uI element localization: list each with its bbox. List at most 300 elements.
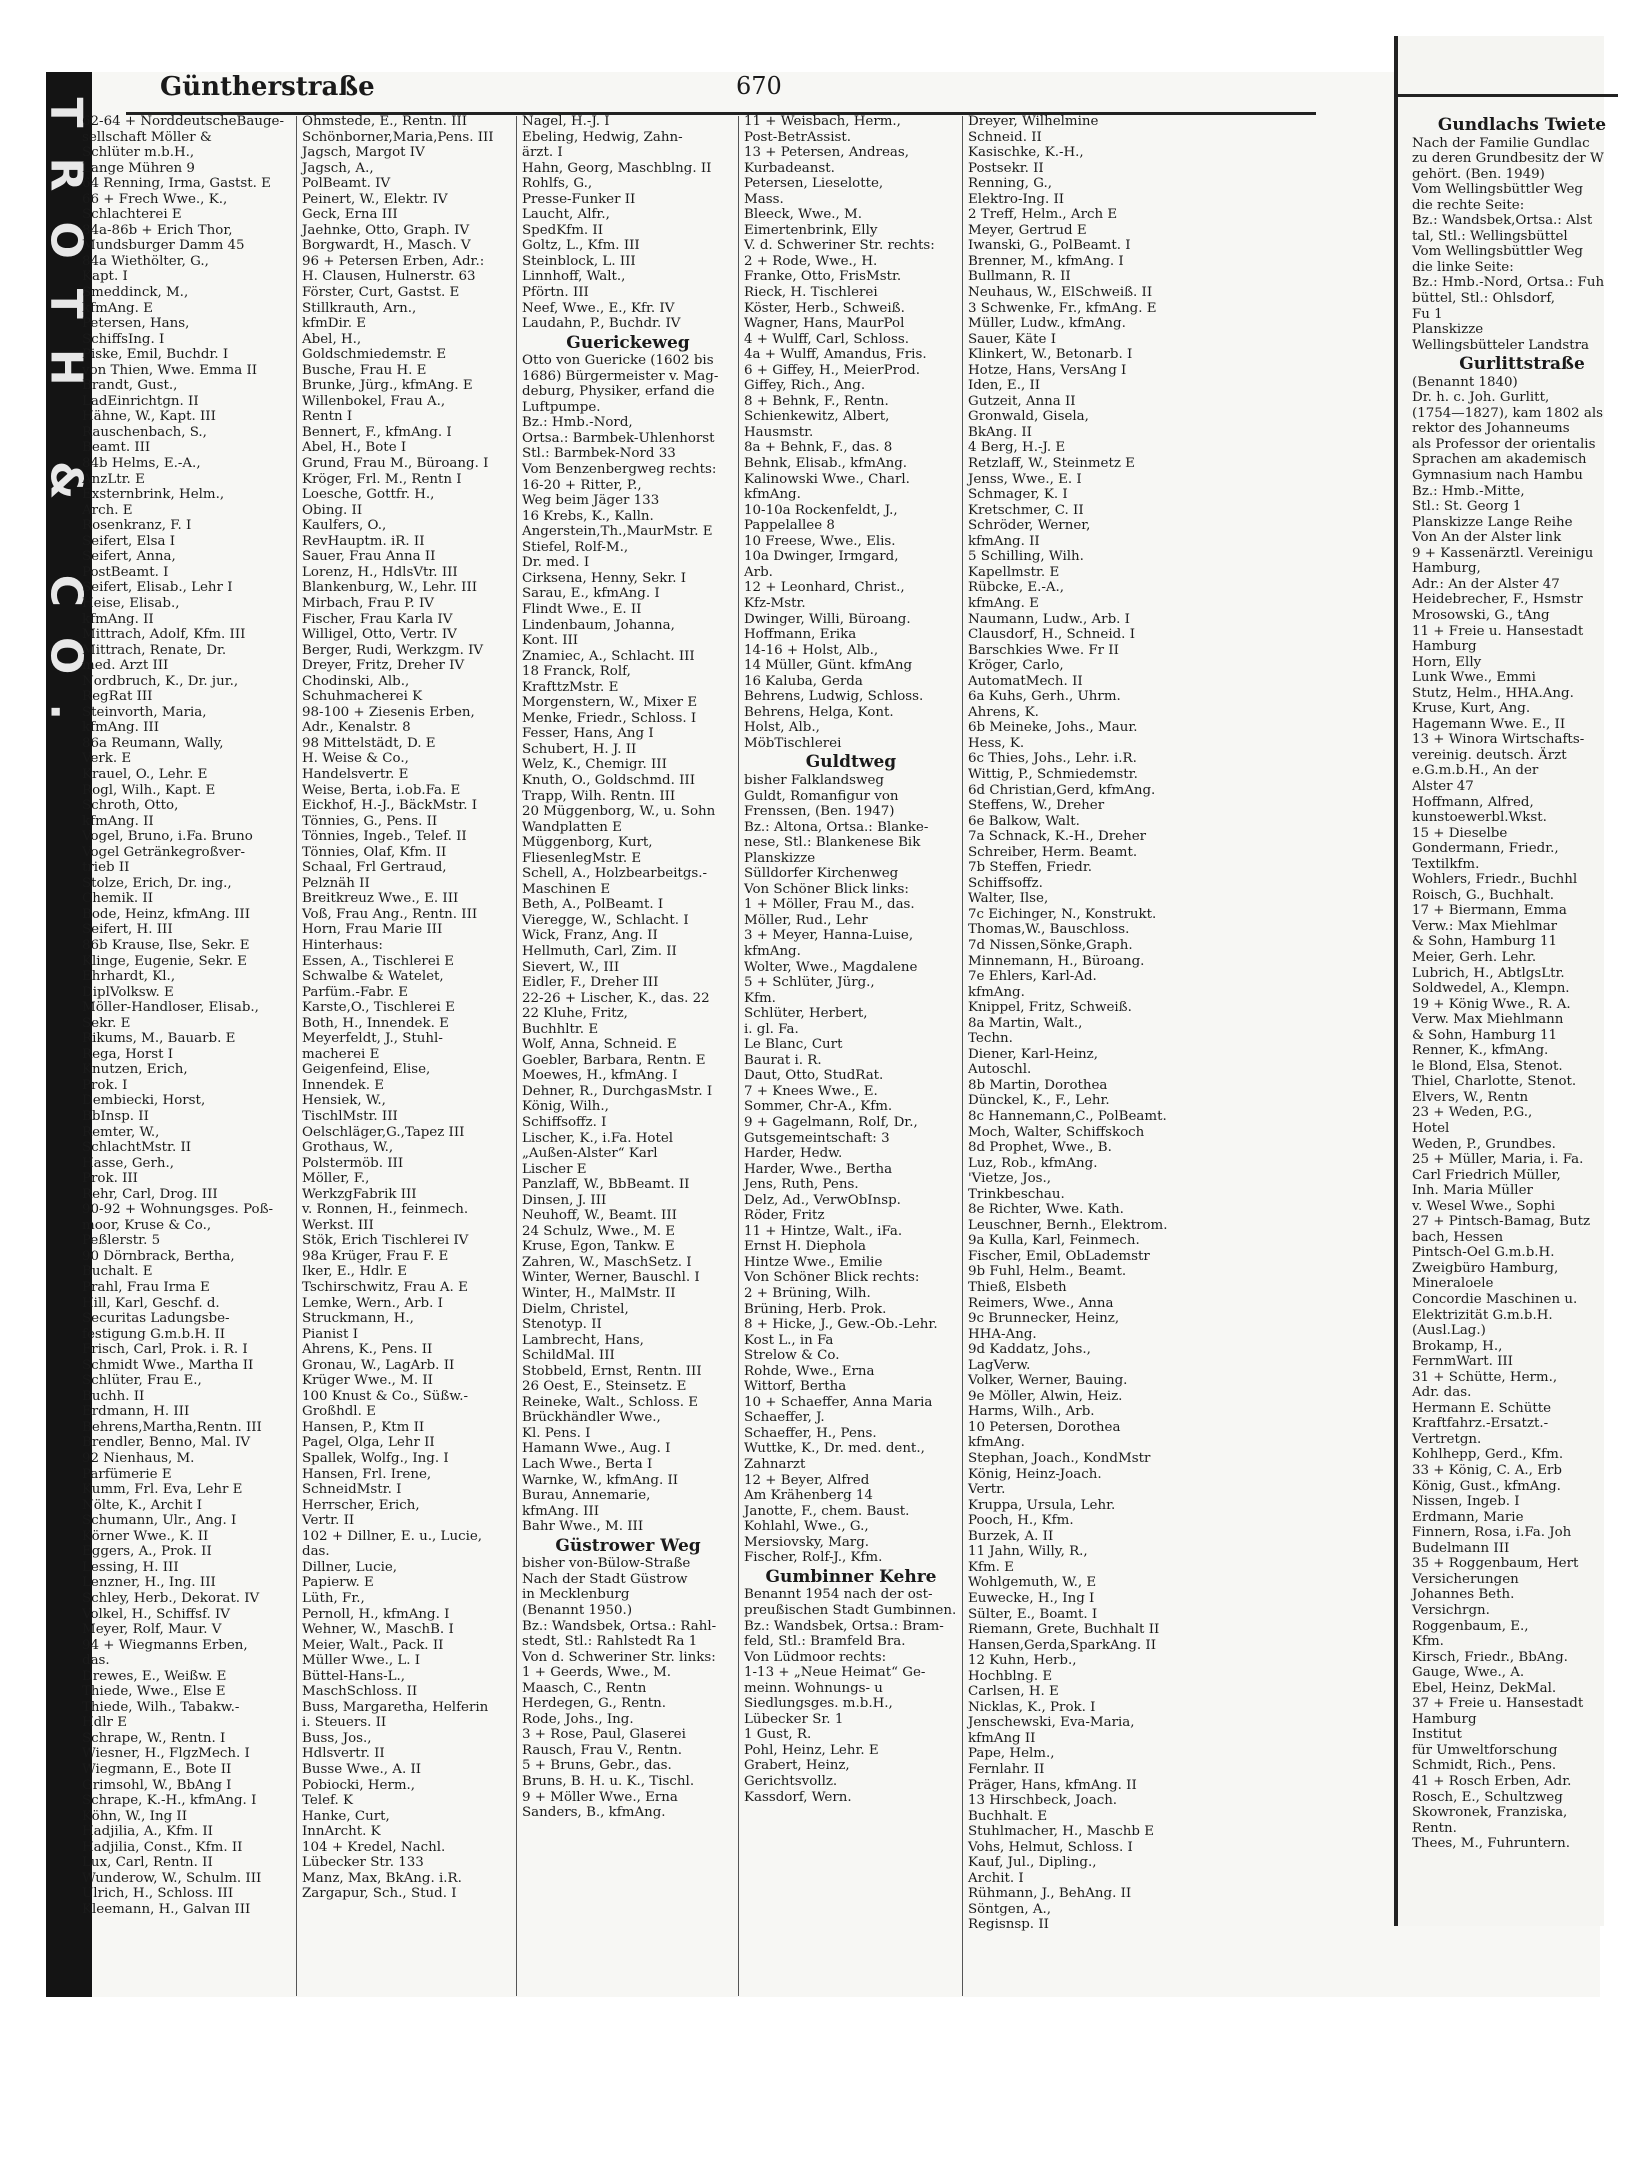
directory-entry: Kfz-Mstr. xyxy=(744,595,806,611)
directory-entry: Fischer, Emil, ObLademstr xyxy=(968,1248,1150,1264)
directory-entry: Adr., Kenalstr. 8 xyxy=(302,720,411,736)
directory-entry: Volker, Werner, Bauing. xyxy=(968,1373,1128,1389)
directory-entry: Hdlr E xyxy=(82,1715,127,1731)
directory-entry: Jagsch, A., xyxy=(302,160,374,176)
directory-entry: kfmAng. E xyxy=(968,595,1039,611)
directory-entry: & Sohn, Hamburg 11 xyxy=(1412,934,1557,950)
directory-entry: Kl. Pens. I xyxy=(522,1425,591,1441)
directory-entry: 16 Krebs, K., Kalln. xyxy=(522,508,654,524)
directory-entry: 10 Freese, Wwe., Elis. xyxy=(744,533,896,549)
street-header: Güntherstraße xyxy=(160,72,375,102)
directory-entry: 1-13 + „Neue Heimat“ Ge- xyxy=(744,1665,926,1681)
directory-entry: 9d Kaddatz, Johs., xyxy=(968,1342,1091,1358)
directory-entry: Stuhlmacher, H., Maschb E xyxy=(968,1824,1154,1840)
directory-entry: Weden, P., Grundbes. xyxy=(1412,1136,1556,1152)
directory-entry: Nach der Familie Gundlac xyxy=(1412,135,1590,151)
directory-entry: 35 + Roggenbaum, Hert xyxy=(1412,1556,1579,1572)
street-heading: Guerickeweg xyxy=(566,332,690,353)
directory-entry: Zweigbüro Hamburg, xyxy=(1412,1260,1559,1276)
directory-entry: Brandt, Gust., xyxy=(82,378,178,394)
directory-entry: 13 + Winora Wirtschafts- xyxy=(1412,732,1585,748)
directory-entry: Wandplatten E xyxy=(522,819,622,835)
directory-entry: 90 Dörnbrack, Bertha, xyxy=(82,1248,235,1264)
directory-entry: kfmAng. II xyxy=(968,533,1040,549)
directory-entry: Vertr. xyxy=(968,1482,1006,1498)
directory-entry: Schaeffer, J. xyxy=(744,1410,825,1426)
directory-entry: Müller Wwe., L. I xyxy=(302,1653,421,1669)
directory-entry: Kretschmer, C. II xyxy=(968,502,1084,518)
directory-entry: Abel, H., xyxy=(302,331,362,347)
directory-entry: Thiede, Wwe., Else E xyxy=(82,1684,226,1700)
directory-entry: Heise, Elisab., xyxy=(82,595,180,611)
directory-entry: nese, Stl.: Blankenese Bik xyxy=(744,835,921,851)
directory-entry: Kohlahl, Wwe., G., xyxy=(744,1519,869,1535)
directory-entry: 22-26 + Lischer, K., das. 22 xyxy=(522,990,710,1006)
directory-entry: Struckmann, H., xyxy=(302,1311,414,1327)
directory-entry: Meyerfeldt, J., Stuhl- xyxy=(302,1031,443,1047)
directory-entry: Arb. xyxy=(744,564,773,580)
directory-entry: e.G.m.b.H., An der xyxy=(1412,763,1539,779)
directory-entry: 15 + Dieselbe xyxy=(1412,825,1508,841)
directory-entry: Meyer, Rolf, Maur. V xyxy=(82,1622,222,1638)
directory-entry: Hagemann Wwe. E., II xyxy=(1412,716,1566,732)
directory-entry: Schubert, H. J. II xyxy=(522,741,637,757)
directory-entry: Minnemann, H., Büroang. xyxy=(968,953,1145,969)
directory-entry: Dreyer, Wilhelmine xyxy=(968,114,1099,129)
directory-entry: Jenss, Wwe., E. I xyxy=(968,471,1082,487)
directory-entry: Bz.: Wandsbek, Ortsa.: Bram- xyxy=(744,1618,944,1634)
directory-entry: Behrens, Ludwig, Schloss. xyxy=(744,689,924,705)
directory-entry: Mass. xyxy=(744,191,784,207)
directory-entry: WerkzgFabrik III xyxy=(302,1186,417,1202)
directory-entry: Hamburg, xyxy=(1412,561,1481,577)
directory-entry: Möller, F., xyxy=(302,1171,370,1187)
directory-entry: 9a Kulla, Karl, Feinmech. xyxy=(968,1233,1140,1249)
directory-entry: 8a + Behnk, F., das. 8 xyxy=(744,440,893,456)
directory-entry: Rogl, Wilh., Kapt. E xyxy=(82,782,216,798)
directory-entry: Lange Mühren 9 xyxy=(82,160,195,176)
directory-entry: Autoschl. xyxy=(968,1062,1032,1078)
directory-entry: 6 + Giffey, H., MeierProd. xyxy=(744,362,920,378)
directory-entry: v. Ronnen, H., feinmech. xyxy=(302,1202,469,1218)
directory-entry: Siedlungsges. m.b.H., xyxy=(744,1696,893,1712)
directory-entry: Stephan, Joach., KondMstr xyxy=(968,1451,1151,1467)
directory-entry: Schröder, Werner, xyxy=(968,518,1091,534)
directory-entry: Großhdl. E xyxy=(302,1404,376,1420)
directory-entry: 7b Steffen, Friedr. xyxy=(968,860,1093,876)
directory-entry: Dwinger, Willi, Büroang. xyxy=(744,611,911,627)
directory-entry: Carlsen, H. E xyxy=(968,1684,1059,1700)
directory-entry: Kraftfahrz.-Ersatzt.- xyxy=(1412,1416,1549,1432)
directory-entry: Manz, Max, BkAng. i.R. xyxy=(302,1870,462,1886)
directory-entry: Finnern, Rosa, i.Fa. Joh xyxy=(1412,1525,1572,1541)
directory-entry: preußischen Stadt Gumbinnen. xyxy=(744,1602,957,1618)
directory-entry: Wohlers, Friedr., Buchhl xyxy=(1412,872,1578,888)
directory-entry: & Sohn, Hamburg 11 xyxy=(1412,1027,1557,1043)
directory-entry: Linnhoff, Walt., xyxy=(522,269,626,285)
directory-entry: Ahrens, K. xyxy=(968,704,1039,720)
directory-entry: Dehner, R., DurchgasMstr. I xyxy=(522,1083,713,1099)
directory-entry: Ulrich, H., Schloss. III xyxy=(82,1886,234,1902)
street-heading: Gurlittstraße xyxy=(1459,354,1585,375)
directory-entry: (Benannt 1950.) xyxy=(522,1602,633,1618)
directory-entry: 27 + Pintsch-Bamag, Butz xyxy=(1412,1214,1591,1230)
directory-entry: (Ausl.Lag.) xyxy=(1412,1323,1486,1339)
column-5 xyxy=(968,114,1182,1933)
directory-entry: Elektro-Ing. II xyxy=(968,191,1065,207)
directory-entry: Rentn I xyxy=(302,409,353,425)
column-4 xyxy=(744,114,958,1805)
directory-entry: 6e Balkow, Walt. xyxy=(968,813,1080,829)
directory-entry: 5 Schilling, Wilh. xyxy=(968,549,1084,565)
directory-entry: feld, Stl.: Bramfeld Bra. xyxy=(744,1634,906,1650)
directory-entry: Drewes, E., Weißw. E xyxy=(82,1668,227,1684)
directory-entry: Wittorf, Bertha xyxy=(744,1379,847,1395)
directory-entry: Schwalbe & Watelet, xyxy=(302,969,444,985)
directory-entry: Berger, Rudi, Werkzgm. IV xyxy=(302,642,484,658)
directory-entry: kfmAng. xyxy=(968,984,1025,1000)
directory-entry: Nölte, K., Archit I xyxy=(82,1497,203,1513)
directory-entry: Sprachen am akademisch xyxy=(1412,452,1587,468)
column-divider xyxy=(516,116,517,1996)
directory-entry: 10-10a Rockenfeldt, J., xyxy=(744,502,898,518)
directory-entry: 4 + Wulff, Carl, Schloss. xyxy=(744,331,909,347)
directory-entry: 8 + Behnk, F., Rentn. xyxy=(744,393,889,409)
directory-entry: Hermann E. Schütte xyxy=(1412,1400,1552,1416)
street-heading: Güstrower Weg xyxy=(555,1535,701,1556)
directory-entry: Hähne, W., Kapt. III xyxy=(82,409,216,425)
directory-entry: Wiesner, H., FlgzMech. I xyxy=(82,1746,250,1762)
directory-entry: SpedKfm. II xyxy=(522,222,603,238)
directory-entry: Schmidt, Rich., Pens. xyxy=(1412,1758,1557,1774)
directory-entry: kfmAng. III xyxy=(522,1503,600,1519)
directory-entry: Institut xyxy=(1412,1727,1462,1743)
directory-entry: Rosenkranz, F. I xyxy=(82,518,192,534)
facing-page-column xyxy=(1412,114,1632,1852)
directory-entry: 25 + Müller, Maria, i. Fa. xyxy=(1412,1152,1584,1168)
directory-entry: Schumann, Ulr., Ang. I xyxy=(82,1513,237,1529)
directory-entry: Steffens, W., Dreher xyxy=(968,798,1105,814)
directory-entry: Bahr Wwe., M. III xyxy=(522,1519,644,1535)
directory-entry: Goldschmiedemstr. E xyxy=(302,347,447,363)
directory-entry: Schaal, Frl Gertraud, xyxy=(302,860,447,876)
directory-entry: 66 + Frech Wwe., K., xyxy=(82,191,228,207)
directory-entry: Renner, K., kfmAng. xyxy=(1412,1043,1549,1059)
directory-entry: Stök, Erich Tischlerei IV xyxy=(302,1233,469,1249)
directory-entry: Dreyer, Fritz, Dreher IV xyxy=(302,658,465,674)
directory-entry: Schlüter m.b.H., xyxy=(82,145,195,161)
directory-entry: 'Vietze, Jos., xyxy=(968,1171,1052,1187)
directory-entry: Kfm. xyxy=(744,990,776,1006)
directory-entry: LagVerw. xyxy=(968,1357,1031,1373)
directory-entry: 8a Martin, Walt., xyxy=(968,1015,1083,1031)
directory-entry: 5 + Bruns, Gebr., das. xyxy=(522,1758,672,1774)
directory-entry: Luftpumpe. xyxy=(522,399,601,415)
directory-entry: Behnk, Elisab., kfmAng. xyxy=(744,456,908,472)
directory-entry: Schlüter, Frau E., xyxy=(82,1373,202,1389)
directory-entry: Prok. III xyxy=(82,1171,138,1187)
directory-entry: Versicherungen xyxy=(1412,1571,1519,1587)
directory-entry: Pappelallee 8 xyxy=(744,518,835,534)
directory-entry: Kruppa, Ursula, Lehr. xyxy=(968,1497,1116,1513)
directory-entry: Remter, W., xyxy=(82,1124,160,1140)
directory-entry: Dielm, Christel, xyxy=(522,1301,629,1317)
directory-entry: Versichrgn. xyxy=(1412,1602,1490,1618)
directory-entry: Iwanski, G., PolBeamt. I xyxy=(968,238,1131,254)
directory-entry: Fernlahr. II xyxy=(968,1761,1045,1777)
directory-entry: Herdegen, G., Rentn. xyxy=(522,1696,667,1712)
directory-entry: Maasch, C., Rentn xyxy=(522,1680,647,1696)
directory-entry: Soldwedel, A., Klempn. xyxy=(1412,981,1570,997)
directory-entry: Meyer, Gertrud E xyxy=(968,222,1087,238)
directory-entry: ärzt. I xyxy=(522,145,563,161)
directory-entry: Knutzen, Erich, xyxy=(82,1062,188,1078)
directory-entry: Hahn, Georg, Maschblng. II xyxy=(522,160,712,176)
directory-entry: Bz.: Altona, Ortsa.: Blanke- xyxy=(744,819,929,835)
directory-entry: Wittig, P., Schmiedemstr. xyxy=(968,766,1138,782)
directory-entry: Grimsohl, W., BbAng I xyxy=(82,1777,232,1793)
directory-entry: Strelow & Co. xyxy=(744,1348,840,1364)
directory-entry: Hadjilia, A., Kfm. II xyxy=(82,1824,213,1840)
directory-entry: kfmDir. E xyxy=(302,316,367,332)
directory-entry: Giffey, Rich., Ang. xyxy=(744,378,866,394)
directory-entry: büttel, Stl.: Ohlsdorf, xyxy=(1412,291,1556,307)
header-rule xyxy=(1398,94,1618,97)
directory-entry: Nagel, H.-J. I xyxy=(522,114,610,129)
directory-entry: Rosch, E., Schultzweg xyxy=(1412,1789,1563,1805)
directory-entry: Prok. I xyxy=(82,1077,128,1093)
directory-entry: Brunke, Jürg., kfmAng. E xyxy=(302,378,473,394)
directory-entry: Knuth, O., Goldschmd. III xyxy=(522,772,695,788)
directory-entry: Behrens,Martha,Rentn. III xyxy=(82,1419,262,1435)
directory-entry: Luz, Rob., kfmAng. xyxy=(968,1155,1098,1171)
directory-entry: Rübcke, E.-A., xyxy=(968,580,1065,596)
directory-entry: AutomatMech. II xyxy=(968,673,1083,689)
directory-entry: Vertr. II xyxy=(302,1513,355,1529)
directory-entry: Baurat i. R. xyxy=(744,1052,822,1068)
directory-entry: Mrosowski, G., tAng xyxy=(1412,607,1550,623)
directory-entry: Willigel, Otto, Vertr. IV xyxy=(302,627,457,643)
directory-entry: Prahl, Frau Irma E xyxy=(82,1280,210,1296)
directory-entry: Rehr, Carl, Drog. III xyxy=(82,1186,218,1202)
directory-entry: Lübecker Sr. 1 xyxy=(744,1711,844,1727)
directory-entry: Vogel, Bruno, i.Fa. Bruno xyxy=(82,829,253,845)
directory-entry: 8c Hannemann,C., PolBeamt. xyxy=(968,1109,1167,1124)
directory-entry: Winter, H., MalMstr. II xyxy=(522,1286,676,1302)
directory-entry: macherei E xyxy=(302,1046,380,1062)
directory-entry: Schneid. II xyxy=(968,129,1042,145)
directory-entry: rektor des Johanneums xyxy=(1412,421,1570,437)
directory-entry: PolBeamt. IV xyxy=(302,176,391,192)
directory-entry: Pianist I xyxy=(302,1326,358,1342)
directory-entry: Piske, Emil, Buchdr. I xyxy=(82,347,229,363)
directory-entry: Rühmann, J., BehAng. II xyxy=(968,1886,1132,1902)
directory-entry: Kruse, Egon, Tankw. E xyxy=(522,1239,675,1255)
directory-entry: Archit. I xyxy=(968,1870,1024,1886)
directory-entry: Planskizze Lange Reihe xyxy=(1412,514,1573,530)
directory-entry: 104 + Kredel, Nachl. xyxy=(302,1839,446,1855)
directory-entry: Adr. das. xyxy=(1412,1385,1472,1401)
directory-entry: Wick, Franz, Ang. II xyxy=(522,928,658,944)
directory-entry: Klinge, Eugenie, Sekr. E xyxy=(82,953,247,969)
directory-entry: Inh. Maria Müller xyxy=(1412,1183,1533,1199)
directory-entry: Mundsburger Damm 45 xyxy=(82,238,245,254)
directory-entry: Kleemann, H., Galvan III xyxy=(82,1901,251,1917)
directory-entry: Söntgen, A., xyxy=(968,1901,1052,1917)
facing-page xyxy=(1394,36,1607,1926)
directory-entry: Holst, Alb., xyxy=(744,720,820,736)
directory-entry: Kröger, Frl. M., Rentn I xyxy=(302,471,462,487)
directory-entry: 6b Meineke, Johs., Maur. xyxy=(968,720,1138,736)
directory-entry: Lenzner, H., Ing. III xyxy=(82,1575,216,1591)
directory-entry: Zahren, W., MaschSetz. I xyxy=(522,1254,692,1270)
directory-entry: MöbTischlerei xyxy=(744,735,842,751)
directory-entry: zu deren Grundbesitz der W xyxy=(1412,151,1604,167)
directory-entry: Verw. Max Miehlmann xyxy=(1412,1012,1564,1028)
directory-entry: Ebel, Heinz, DekMal. xyxy=(1412,1680,1557,1696)
directory-entry: Kapt. I xyxy=(82,269,128,285)
directory-entry: Schley, Herb., Dekorat. IV xyxy=(82,1590,260,1606)
directory-entry: in Mecklenburg xyxy=(522,1587,630,1603)
directory-entry: 10 Petersen, Dorothea xyxy=(968,1419,1121,1435)
directory-entry: Elvers, W., Rentn xyxy=(1412,1089,1529,1105)
directory-entry: 12 + Leonhard, Christ., xyxy=(744,580,905,596)
directory-entry: Securitas Ladungsbe- xyxy=(82,1311,230,1327)
directory-entry: 8d Prophet, Wwe., B. xyxy=(968,1140,1112,1156)
directory-entry: Fischer, Frau Karla IV xyxy=(302,611,453,627)
directory-entry: Riemann, Grete, Buchhalt II xyxy=(968,1622,1160,1638)
directory-entry: 3 + Meyer, Hanna-Luise, xyxy=(744,928,914,944)
directory-entry: Thomas,W., Bauschloss. xyxy=(968,922,1130,938)
directory-entry: Sanders, B., kfmAng. xyxy=(522,1805,666,1821)
directory-entry: Krauel, O., Lehr. E xyxy=(82,766,208,782)
directory-entry: Weg beim Jäger 133 xyxy=(522,493,660,509)
directory-entry: Buss, Margaretha, Helferin xyxy=(302,1699,489,1715)
directory-entry: Jens, Ruth, Pens. xyxy=(744,1177,859,1193)
directory-entry: Bz.: Hmb.-Nord, xyxy=(522,415,633,431)
directory-entry: 7c Eichinger, N., Konstrukt. xyxy=(968,906,1157,922)
directory-entry: 86b Krause, Ilse, Sekr. E xyxy=(82,937,250,953)
directory-entry: Steinblock, L. III xyxy=(522,253,636,269)
directory-entry: Sekr. E xyxy=(82,1015,131,1031)
directory-entry: Stiefel, Rolf-M., xyxy=(522,539,629,555)
directory-entry: 4 Berg, H.-J. E xyxy=(968,440,1066,456)
directory-entry: das. xyxy=(82,1653,110,1669)
directory-entry: Klinkert, W., Betonarb. I xyxy=(968,347,1133,363)
directory-entry: PostBeamt. I xyxy=(82,564,169,580)
directory-entry: RevHauptm. iR. II xyxy=(302,533,425,549)
directory-entry: 8e Richter, Wwe. Kath. xyxy=(968,1202,1124,1218)
directory-entry: Körner Wwe., K. II xyxy=(82,1528,209,1544)
directory-entry: Winter, Werner, Bauschl. I xyxy=(522,1270,700,1286)
directory-entry: (Benannt 1840) xyxy=(1412,374,1518,390)
directory-entry: Seifert, Elisab., Lehr I xyxy=(82,580,233,596)
column-3 xyxy=(522,114,734,1821)
directory-entry: Mittrach, Renate, Dr. xyxy=(82,642,227,658)
directory-entry: moor, Kruse & Co., xyxy=(82,1217,212,1233)
directory-entry: Rode, Johs., Ing. xyxy=(522,1711,634,1727)
directory-entry: Neuhoff, W., Beamt. III xyxy=(522,1208,677,1224)
directory-entry: Hintze Wwe., Emilie xyxy=(744,1254,883,1270)
directory-entry: kfmAng. II xyxy=(82,611,154,627)
directory-entry: Janotte, F., chem. Baust. xyxy=(744,1503,910,1519)
directory-entry: Weise, Berta, i.ob.Fa. E xyxy=(302,782,461,798)
directory-entry: Rausch, Frau V., Rentn. xyxy=(522,1742,683,1758)
directory-entry: Herrscher, Erich, xyxy=(302,1497,420,1513)
directory-entry: Lindenbaum, Johanna, xyxy=(522,617,675,633)
directory-entry: Znamiec, A., Schlacht. III xyxy=(522,648,695,664)
directory-entry: Kfm. xyxy=(1412,1634,1444,1650)
directory-entry: 86a Reumann, Wally, xyxy=(82,735,224,751)
directory-entry: 41 + Rosch Erben, Adr. xyxy=(1412,1773,1572,1789)
directory-entry: Skowronek, Franziska, xyxy=(1412,1805,1568,1821)
directory-entry: Buss, Jos., xyxy=(302,1730,372,1746)
directory-entry: Leuschner, Bernh., Elektrom. xyxy=(968,1217,1168,1233)
directory-entry: Tönnies, G., Pens. II xyxy=(302,813,438,829)
directory-entry: Schrape, W., Rentn. I xyxy=(82,1730,226,1746)
directory-entry: 7e Ehlers, Karl-Ad. xyxy=(968,969,1097,985)
directory-entry: Peßlerstr. 5 xyxy=(82,1233,161,1249)
directory-entry: Postsekr. II xyxy=(968,160,1044,176)
directory-entry: gehört. (Ben. 1949) xyxy=(1412,166,1545,182)
directory-entry: kfmAng. II xyxy=(82,813,154,829)
directory-entry: Werkst. III xyxy=(302,1217,374,1233)
directory-entry: Wolter, Wwe., Magdalene xyxy=(744,959,918,975)
directory-entry: Grund, Frau M., Büroang. I xyxy=(302,456,489,472)
directory-entry: Schaeffer, H., Pens. xyxy=(744,1425,877,1441)
directory-entry: bisher von-Bülow-Straße xyxy=(522,1556,691,1572)
directory-entry: Hdlsvertr. II xyxy=(302,1746,385,1762)
directory-entry: Schroth, Otto, xyxy=(82,798,179,814)
directory-entry: Stl.: Barmbek-Nord 33 xyxy=(522,446,676,462)
directory-entry: Bz.: Wandsbek, Ortsa.: Rahl- xyxy=(522,1618,717,1634)
directory-entry: Pintsch-Oel G.m.b.H. xyxy=(1412,1245,1555,1261)
directory-entry: Pförtn. III xyxy=(522,285,589,301)
directory-entry: Papierw. E xyxy=(302,1575,374,1591)
directory-entry: Hoffmann, Erika xyxy=(744,627,857,643)
directory-entry: HHA-Ang. xyxy=(968,1326,1037,1342)
directory-entry: Willenbokel, Frau A., xyxy=(302,393,446,409)
directory-entry: 16 Kaluba, Gerda xyxy=(744,673,863,689)
directory-entry: Geck, Erna III xyxy=(302,207,398,223)
directory-entry: Kauf, Jul., Dipling., xyxy=(968,1855,1097,1871)
directory-entry: SchneidMstr. I xyxy=(302,1482,402,1498)
directory-entry: kfmAng. III xyxy=(82,720,160,736)
directory-entry: Müggenborg, Kurt, xyxy=(522,835,653,851)
directory-entry: 94 + Wiegmanns Erben, xyxy=(82,1637,248,1653)
directory-entry: Burau, Annemarie, xyxy=(522,1488,651,1504)
directory-entry: 1 + Möller, Frau M., das. xyxy=(744,897,915,913)
directory-entry: 96 + Petersen Erben, Adr.: xyxy=(302,253,485,269)
directory-entry: Hansen, Frl. Irene, xyxy=(302,1466,432,1482)
directory-entry: Wehner, W., MaschB. I xyxy=(302,1622,454,1638)
directory-entry: Fu 1 xyxy=(1412,306,1443,322)
directory-entry: 10 + Schaeffer, Anna Maria xyxy=(744,1394,933,1410)
directory-entry: als Professor der orientalis xyxy=(1412,436,1596,452)
directory-entry: Pooch, H., Kfm. xyxy=(968,1513,1074,1529)
directory-entry: Rega, Horst I xyxy=(82,1046,174,1062)
directory-entry: Smeddinck, M., xyxy=(82,285,189,301)
directory-entry: Sülldorfer Kirchenweg xyxy=(744,866,899,882)
directory-entry: Stobbeld, Ernst, Rentn. III xyxy=(522,1363,702,1379)
directory-entry: 92 Nienhaus, M. xyxy=(82,1451,195,1467)
directory-entry: Ortsa.: Barmbek-Uhlenhorst xyxy=(522,430,715,446)
directory-entry: Flindt Wwe., E. II xyxy=(522,601,642,617)
directory-entry: Wiegmann, E., Bote II xyxy=(82,1761,232,1777)
directory-entry: 12 Kuhn, Herb., xyxy=(968,1653,1077,1669)
directory-entry: Retzlaff, W., Steinmetz E xyxy=(968,456,1135,472)
directory-entry: 64 Renning, Irma, Gastst. E xyxy=(82,176,271,192)
